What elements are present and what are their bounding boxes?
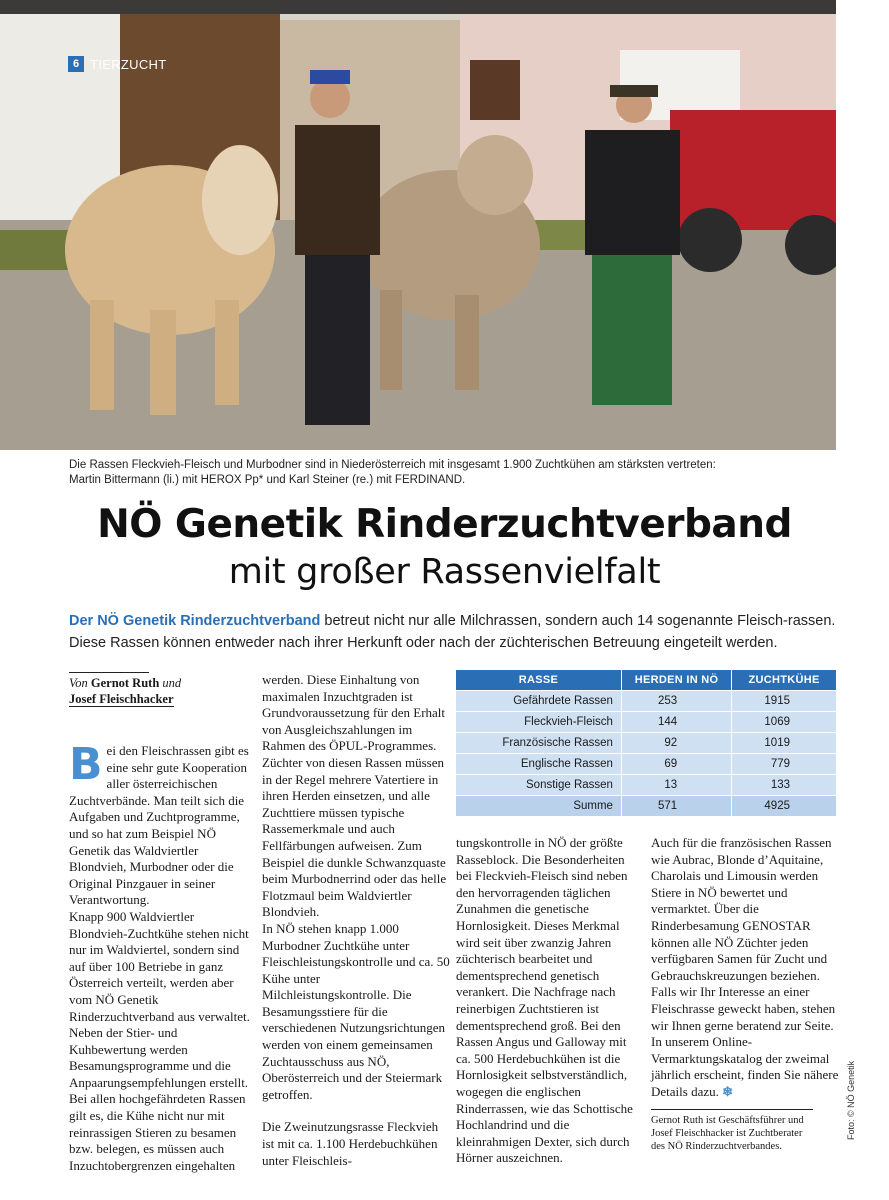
table-cell: Englische Rassen bbox=[456, 754, 621, 775]
table-cell: Französische Rassen bbox=[456, 733, 621, 754]
col1-paragraph-2: Knapp 900 Waldviertler Blondvieh-Zuchtkühe stehen nicht nur im Waldviertel, sondern sind auf über 100 Betriebe in ganz Österreich verteilt, werden aber vom NÖ Genetik Rinderzuchtverband aus verwaltet. bbox=[69, 908, 250, 1024]
subheadline: mit großer Rassenvielfalt bbox=[228, 552, 661, 592]
lead-paragraph bbox=[69, 610, 841, 654]
byline-und: und bbox=[162, 676, 182, 690]
table-cell: 13 bbox=[621, 775, 731, 796]
photo-caption bbox=[69, 458, 809, 488]
table-cell: 4925 bbox=[732, 796, 836, 817]
table-header-zuchtkuehe: ZUCHTKÜHE bbox=[732, 670, 836, 691]
column-1 bbox=[69, 672, 251, 1174]
page-header-tag bbox=[68, 56, 166, 72]
byline-von: Von bbox=[69, 676, 88, 690]
table-cell: Gefährdete Rassen bbox=[456, 691, 621, 712]
lead-highlight: Der NÖ Genetik Rinderzuchtverband bbox=[69, 613, 321, 629]
table-cell: Summe bbox=[456, 796, 621, 817]
col2-paragraph-1: werden. Diese Einhaltung von maximalen Inzuchtgraden ist Grundvoraussetzung für den Erhalt von Ausgleichszahlungen im Rahmen des ÖPUL-Programmes. Züchter von diesen Rassen müssen in der Regel mehrere Vatertiere in ihren Herden einsetzen, und alle Zuchttiere müssen typische Rassemerkmale und auch Fellfärbungen aufweisen. Zum Beispiel die dunkle Schwanzquaste beim Murbodnerrind oder das helle Flotzmaul beim Waldviertler Blondvieh. bbox=[262, 672, 447, 920]
table-cell: 571 bbox=[621, 796, 731, 817]
table-cell: 1069 bbox=[732, 712, 836, 733]
byline bbox=[69, 675, 251, 707]
header-photo bbox=[0, 0, 836, 450]
byline-author-2: Josef Fleischhacker bbox=[69, 692, 174, 706]
column-2 bbox=[262, 672, 450, 1169]
table-cell: 1915 bbox=[732, 691, 836, 712]
table-cell: 92 bbox=[621, 733, 731, 754]
table-cell: 253 bbox=[621, 691, 731, 712]
table-row bbox=[456, 754, 836, 775]
caption-line-2: Martin Bittermann (li.) mit HEROX Pp* und Karl Steiner (re.) mit FERDINAND. bbox=[69, 474, 466, 486]
table-row bbox=[456, 775, 836, 796]
table-row bbox=[456, 733, 836, 754]
col1-paragraph-1: ei den Fleischrassen gibt es eine sehr gute Kooperation aller österreichischen Zuchtverbände. Man teilt sich die Aufgaben und Zuchtprogramme, und so hat zum Beispiel NÖ Genetik das Waldviertler Blondvieh, Murbodner oder die Original Pinzgauer in seiner Verantwortung. bbox=[69, 743, 249, 908]
table-cell: 144 bbox=[621, 712, 731, 733]
column-3 bbox=[456, 835, 641, 1167]
table-cell: 779 bbox=[732, 754, 836, 775]
col3-paragraph-1: tungskontrolle in NÖ der größte Rasseblock. Die Besonderheiten bei Fleckvieh-Fleisch sind neben den hervorragenden täglichen Zunahmen die genetische Hornlosigkeit. Dieses Merkmal wird seit über zwanzig Jahren züchterisch bearbeitet und dementsprechend genetisch verankert. Die Nachfrage nach reinerbigen Zuchtstieren ist dementsprechend groß. Bei den Rassen Angus und Galloway mit ca. 500 Herdebuchkühen ist die Hornlosigkeit selbstverständlich, wogegen die englischen Rinderrassen, wie das Schottische Hochlandrind und die kleinrahmigen Dexter, sich durch Hörner auszeichnen. bbox=[456, 835, 633, 1166]
end-mark-icon: ❄ bbox=[722, 1083, 734, 1099]
col2-paragraph-2: In NÖ stehen knapp 1.000 Murbodner Zuchtkühe unter Fleischleistungskontrolle und ca. 50 Kühe unter Milchleistungskontrolle. Die Besamungsstiere für die verschiedenen Nutzungsrichtungen werden von einem gemeinsamen Zuchtausschuss aus NÖ, Oberösterreich und der Steiermark getroffen. bbox=[262, 920, 450, 1102]
col1-paragraph-3: Neben der Stier- und Kuhbewertung werden Besamungsprogramme und die Anpaarungsempfehlungen erstellt. Bei allen hochgefährdeten Rassen gilt es, die Kühe nicht nur mit reinrassigen Stieren zu besamen bzw. belegen, es müssen auch Inzuchtobergrenzen eingehalten bbox=[69, 1025, 249, 1173]
table-row bbox=[456, 691, 836, 712]
col2-paragraph-3: Die Zweinutzungsrasse Fleckvieh ist mit ca. 1.100 Herdebuchkühen unter Fleischleis- bbox=[262, 1119, 439, 1168]
section-label: TIERZUCHT bbox=[90, 56, 167, 72]
page-number: 6 bbox=[68, 56, 84, 72]
headline: NÖ Genetik Rinderzuchtverband bbox=[97, 502, 792, 547]
lead-text: betreut nicht nur alle Milchrassen, sondern auch 14 sogenannte Fleisch-rassen. Diese Rassen können entweder nach ihrer Herkunft oder nach der züchterischen Betreuung eingeteilt werden. bbox=[69, 613, 836, 651]
byline-author-1: Gernot Ruth bbox=[90, 676, 160, 690]
caption-line-1: Die Rassen Fleckvieh-Fleisch und Murbodner sind in Niederösterreich mit insgesamt 1.900 Zuchtkühen am stärksten vertreten: bbox=[69, 459, 716, 471]
table-cell: 1019 bbox=[732, 733, 836, 754]
table-cell: Fleckvieh-Fleisch bbox=[456, 712, 621, 733]
table-header-herden: HERDEN IN NÖ bbox=[621, 670, 731, 691]
table-header-rasse: RASSE bbox=[456, 670, 621, 691]
table-cell: 133 bbox=[732, 775, 836, 796]
table-header-row bbox=[456, 670, 836, 691]
col4-paragraph-1 bbox=[651, 835, 839, 1101]
table-row bbox=[456, 712, 836, 733]
column-4 bbox=[651, 835, 839, 1153]
table-cell: 69 bbox=[621, 754, 731, 775]
table-sum-row bbox=[456, 796, 836, 817]
author-note: Gernot Ruth ist Geschäftsführer und Josef Fleischhacker ist Zuchtberater des NÖ Rinderzuchtverbandes. bbox=[651, 1109, 813, 1153]
photo-credit: Foto: © NÖ Genetik bbox=[846, 1060, 856, 1140]
drop-cap: B bbox=[69, 739, 103, 790]
table-cell: Sonstige Rassen bbox=[456, 775, 621, 796]
col4-text: Auch für die französischen Rassen wie Aubrac, Blonde d’Aquitaine, Charolais und Limousin werden Stiere in NÖ bewertet und vermarktet. Über die Rinderbesamung GENOSTAR können alle NÖ Züchter jeden verfügbaren Samen für Zucht und Gebrauchskreuzungen beziehen. Falls wir Ihr Interesse an einer Fleischrasse geweckt haben, stehen wir Ihnen gerne beratend zur Seite. In unserem Online-Vermarktungskatalog der zweimal jährlich erscheint, finden Sie nähere Details dazu. bbox=[651, 835, 839, 1099]
breeds-table bbox=[456, 670, 836, 816]
article-start bbox=[69, 739, 251, 909]
